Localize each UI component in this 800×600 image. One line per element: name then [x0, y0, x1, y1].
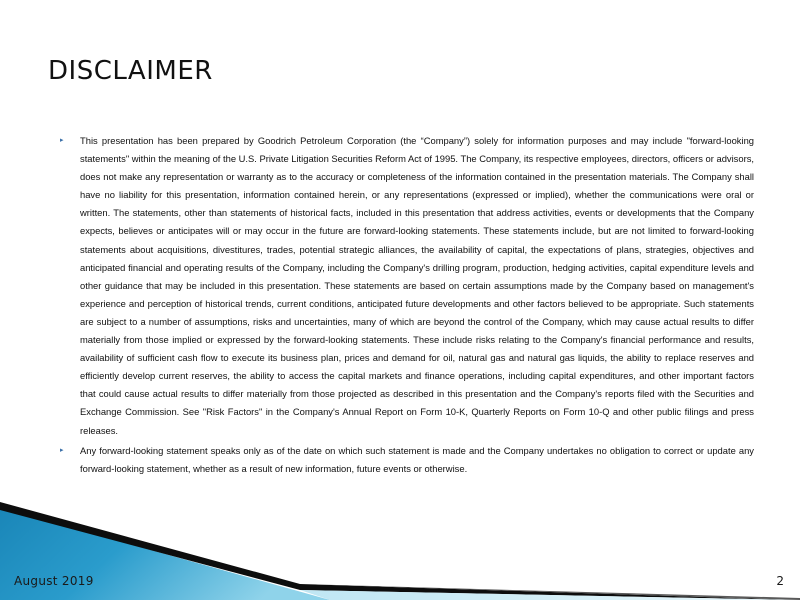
bullet-item-2 — [60, 442, 754, 478]
footer-date: August 2019 — [14, 574, 94, 588]
bullet-text-2: Any forward-looking statement speaks only as of the date on which such statement is made and the Company undertakes no obligation to correct or update any forward-looking statement, whether as a result of new information, future events or otherwise. — [80, 444, 754, 474]
slide-title: DISCLAIMER — [48, 56, 213, 86]
bullet-item-1 — [60, 132, 754, 440]
footer-decoration — [0, 500, 800, 600]
triangle-bullet-icon: ▸ — [60, 446, 64, 454]
triangle-bullet-icon: ▸ — [60, 137, 64, 144]
bullet-text-1: This presentation has been prepared by Goodrich Petroleum Corporation (the “Company”) solely for information purposes and may include "forward-looking statements" within the meaning of the U.S. Private Litigation Securities Reform Act of 1995. The Company, its respective employees, directors, officers or advisors, does not make any representation or warranty as to the accuracy or completeness of the information contained in the presentation materials. The Company shall have no liability for this presentation, information contained herein, or any representations (expressed or implied), whether the communications were oral or written. The statements, other than statements of historical facts, included in this presentation that address activities, events or developments that the Company expects, believes or anticipates will or may occur in the future are forward-looking statements. These statements include, but are not limited to forward-looking statements about acquisitions, divestitures, trades, potential strategic alliances, the availability of capital, the expectations of plans, strategies, objectives and anticipated financial and operating results of the Company, including the Company's drilling program, production, hedging activities, capital expenditure levels and other guidance that may be included in this presentation. These statements are based on certain assumptions made by the Company based on management's experience and perception of historical trends, current conditions, anticipated future developments and other factors believed to be appropriate. Such statements are subject to a number of assumptions, risks and uncertainties, many of which are beyond the control of the Company, which may cause actual results to differ materially from those implied or expressed by the forward-looking statements. These include risks relating to the Company's financial performance and results, availability of sufficient cash flow to execute its business plan, prices and demand for oil, natural gas and natural gas liquids, the ability to replace reserves and efficiently develop current reserves, the ability to access the capital markets and finance operations, including capital expenditures, and other important factors that could cause actual results to differ materially from those projected as described in this presentation and the Company's reports filed with the Securities and Exchange Commission. See "Risk Factors" in the Company's Annual Report on Form 10-K, Quarterly Reports on Form 10-Q and other public filings and press releases. — [80, 135, 754, 436]
page-number: 2 — [776, 574, 784, 588]
bullet-list — [60, 132, 754, 478]
